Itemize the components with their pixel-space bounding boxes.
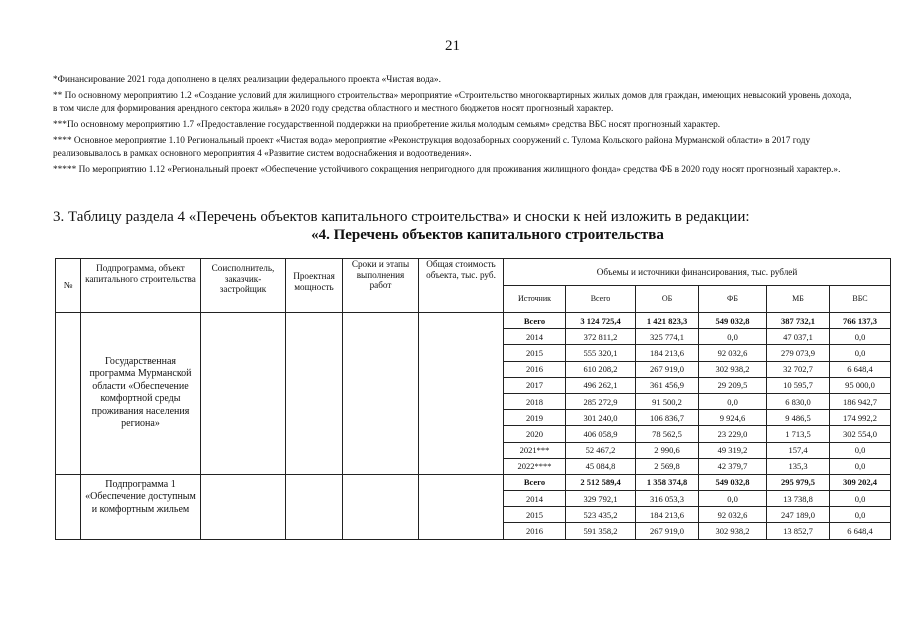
subheader-total: Всего bbox=[566, 286, 636, 313]
source-cell: Всего bbox=[504, 474, 566, 490]
amount-cell: 372 811,2 bbox=[566, 329, 636, 345]
group-capacity-cell bbox=[286, 474, 343, 539]
amount-cell: 0,0 bbox=[830, 345, 891, 361]
source-cell: 2022**** bbox=[504, 458, 566, 474]
source-cell: 2014 bbox=[504, 329, 566, 345]
amount-cell: 47 037,1 bbox=[767, 329, 830, 345]
source-cell: Всего bbox=[504, 313, 566, 329]
source-cell: 2016 bbox=[504, 361, 566, 377]
amount-cell: 2 512 589,4 bbox=[566, 474, 636, 490]
group-dates-cell bbox=[343, 313, 419, 475]
amount-cell: 49 319,2 bbox=[699, 442, 767, 458]
source-cell: 2016 bbox=[504, 523, 566, 539]
amount-cell: 523 435,2 bbox=[566, 507, 636, 523]
header-executor: Соисполнитель, заказчик-застройщик bbox=[201, 259, 286, 313]
amount-cell: 184 213,6 bbox=[636, 507, 699, 523]
amount-cell: 247 189,0 bbox=[767, 507, 830, 523]
group-num-cell bbox=[56, 313, 81, 475]
amount-cell: 267 919,0 bbox=[636, 523, 699, 539]
amount-cell: 13 852,7 bbox=[767, 523, 830, 539]
amount-cell: 325 774,1 bbox=[636, 329, 699, 345]
amount-cell: 766 137,3 bbox=[830, 313, 891, 329]
source-cell: 2015 bbox=[504, 507, 566, 523]
group-cost-cell bbox=[419, 474, 504, 539]
subheader-mb: МБ bbox=[767, 286, 830, 313]
amount-cell: 174 992,2 bbox=[830, 410, 891, 426]
group-name-cell: Подпрограмма 1 «Обеспечение доступным и комфортным жильем bbox=[81, 474, 201, 539]
amount-cell: 186 942,7 bbox=[830, 393, 891, 409]
amount-cell: 157,4 bbox=[767, 442, 830, 458]
instruction-text: 3. Таблицу раздела 4 «Перечень объектов капитального строительства» и сноски к ней изложить в редакции: bbox=[53, 209, 750, 225]
amount-cell: 0,0 bbox=[830, 442, 891, 458]
amount-cell: 361 456,9 bbox=[636, 377, 699, 393]
subheader-vbs: ВБС bbox=[830, 286, 891, 313]
amount-cell: 0,0 bbox=[830, 458, 891, 474]
amount-cell: 45 084,8 bbox=[566, 458, 636, 474]
source-cell: 2019 bbox=[504, 410, 566, 426]
amount-cell: 52 467,2 bbox=[566, 442, 636, 458]
amount-cell: 0,0 bbox=[699, 393, 767, 409]
footnote: ***** По мероприятию 1.12 «Региональный проект «Обеспечение устойчивого сокращения непригодного для проживания жилищного фонда» средства ФБ в 2020 году носят прогнозный характер.». bbox=[53, 165, 841, 175]
amount-cell: 591 358,2 bbox=[566, 523, 636, 539]
amount-cell: 316 053,3 bbox=[636, 491, 699, 507]
source-cell: 2021*** bbox=[504, 442, 566, 458]
table-title: «4. Перечень объектов капитального строительства bbox=[311, 227, 664, 243]
amount-cell: 6 830,0 bbox=[767, 393, 830, 409]
header-num: № bbox=[56, 259, 81, 313]
group-dates-cell bbox=[343, 474, 419, 539]
amount-cell: 302 938,2 bbox=[699, 361, 767, 377]
amount-cell: 496 262,1 bbox=[566, 377, 636, 393]
amount-cell: 295 979,5 bbox=[767, 474, 830, 490]
amount-cell: 10 595,7 bbox=[767, 377, 830, 393]
amount-cell: 555 320,1 bbox=[566, 345, 636, 361]
header-program: Подпрограмма, объект капитального строительства bbox=[81, 259, 201, 313]
subheader-source: Источник bbox=[504, 286, 566, 313]
amount-cell: 387 732,1 bbox=[767, 313, 830, 329]
capital-construction-table bbox=[55, 258, 891, 540]
group-name-cell: Государственная программа Мурманской области «Обеспечение комфортной среды проживания населения региона» bbox=[81, 313, 201, 475]
amount-cell: 9 486,5 bbox=[767, 410, 830, 426]
source-cell: 2020 bbox=[504, 426, 566, 442]
amount-cell: 302 554,0 bbox=[830, 426, 891, 442]
header-cost: Общая стоимость объекта, тыс. руб. bbox=[419, 259, 504, 313]
amount-cell: 106 836,7 bbox=[636, 410, 699, 426]
group-executor-cell bbox=[201, 474, 286, 539]
footnotes bbox=[53, 74, 853, 180]
footnote: *Финансирование 2021 года дополнено в целях реализации федерального проекта «Чистая вода». bbox=[53, 75, 441, 85]
group-cost-cell bbox=[419, 313, 504, 475]
amount-cell: 78 562,5 bbox=[636, 426, 699, 442]
amount-cell: 329 792,1 bbox=[566, 491, 636, 507]
amount-cell: 23 229,0 bbox=[699, 426, 767, 442]
amount-cell: 42 379,7 bbox=[699, 458, 767, 474]
amount-cell: 95 000,0 bbox=[830, 377, 891, 393]
amount-cell: 301 240,0 bbox=[566, 410, 636, 426]
source-cell: 2014 bbox=[504, 491, 566, 507]
header-dates: Сроки и этапы выполнения работ bbox=[343, 259, 419, 313]
amount-cell: 0,0 bbox=[699, 329, 767, 345]
amount-cell: 0,0 bbox=[830, 491, 891, 507]
page-number: 21 bbox=[445, 38, 460, 54]
source-cell: 2018 bbox=[504, 393, 566, 409]
group-executor-cell bbox=[201, 313, 286, 475]
subheader-fb: ФБ bbox=[699, 286, 767, 313]
source-cell: 2015 bbox=[504, 345, 566, 361]
amount-cell: 2 990,6 bbox=[636, 442, 699, 458]
footnote: ** По основному мероприятию 1.2 «Создание условий для жилищного строительства» мероприятие «Строительство многоквартирных жилых домов для граждан, имеющих невысокий уровень дохода, в том числе для формирования арендного сектора жилья» в 2020 году средства областного и местного бюджетов носят прогнозный характер. bbox=[53, 91, 852, 114]
amount-cell: 135,3 bbox=[767, 458, 830, 474]
amount-cell: 309 202,4 bbox=[830, 474, 891, 490]
amount-cell: 610 208,2 bbox=[566, 361, 636, 377]
amount-cell: 92 032,6 bbox=[699, 507, 767, 523]
amount-cell: 267 919,0 bbox=[636, 361, 699, 377]
amount-cell: 285 272,9 bbox=[566, 393, 636, 409]
amount-cell: 0,0 bbox=[830, 507, 891, 523]
amount-cell: 3 124 725,4 bbox=[566, 313, 636, 329]
amount-cell: 6 648,4 bbox=[830, 361, 891, 377]
table-row bbox=[56, 474, 891, 490]
group-num-cell bbox=[56, 474, 81, 539]
amount-cell: 1 713,5 bbox=[767, 426, 830, 442]
subheader-ob: ОБ bbox=[636, 286, 699, 313]
amount-cell: 0,0 bbox=[830, 329, 891, 345]
header-financing: Объемы и источники финансирования, тыс. рублей bbox=[504, 259, 891, 286]
amount-cell: 9 924,6 bbox=[699, 410, 767, 426]
amount-cell: 13 738,8 bbox=[767, 491, 830, 507]
amount-cell: 1 421 823,3 bbox=[636, 313, 699, 329]
amount-cell: 91 500,2 bbox=[636, 393, 699, 409]
table-body bbox=[56, 313, 891, 540]
amount-cell: 92 032,6 bbox=[699, 345, 767, 361]
header-capacity: Проектная мощность bbox=[286, 259, 343, 313]
source-cell: 2017 bbox=[504, 377, 566, 393]
group-capacity-cell bbox=[286, 313, 343, 475]
amount-cell: 279 073,9 bbox=[767, 345, 830, 361]
footnote: **** Основное мероприятие 1.10 Региональный проект «Чистая вода» мероприятие «Реконструкция водозаборных сооружений с. Тулома Кольского района Мурманской области» в 2017 году реализовывалось в рамках основного мероприятия 4 «Развитие систем водоснабжения и водоотведения». bbox=[53, 136, 811, 159]
amount-cell: 184 213,6 bbox=[636, 345, 699, 361]
amount-cell: 29 209,5 bbox=[699, 377, 767, 393]
amount-cell: 302 938,2 bbox=[699, 523, 767, 539]
amount-cell: 0,0 bbox=[699, 491, 767, 507]
amount-cell: 2 569,8 bbox=[636, 458, 699, 474]
amount-cell: 406 058,9 bbox=[566, 426, 636, 442]
amount-cell: 1 358 374,8 bbox=[636, 474, 699, 490]
table-row bbox=[56, 313, 891, 329]
footnote: ***По основному мероприятию 1.7 «Предоставление государственной поддержки на приобретение жилья молодым семьям» средства ВБС носят прогнозный характер. bbox=[53, 120, 721, 130]
amount-cell: 32 702,7 bbox=[767, 361, 830, 377]
amount-cell: 549 032,8 bbox=[699, 474, 767, 490]
amount-cell: 549 032,8 bbox=[699, 313, 767, 329]
amount-cell: 6 648,4 bbox=[830, 523, 891, 539]
